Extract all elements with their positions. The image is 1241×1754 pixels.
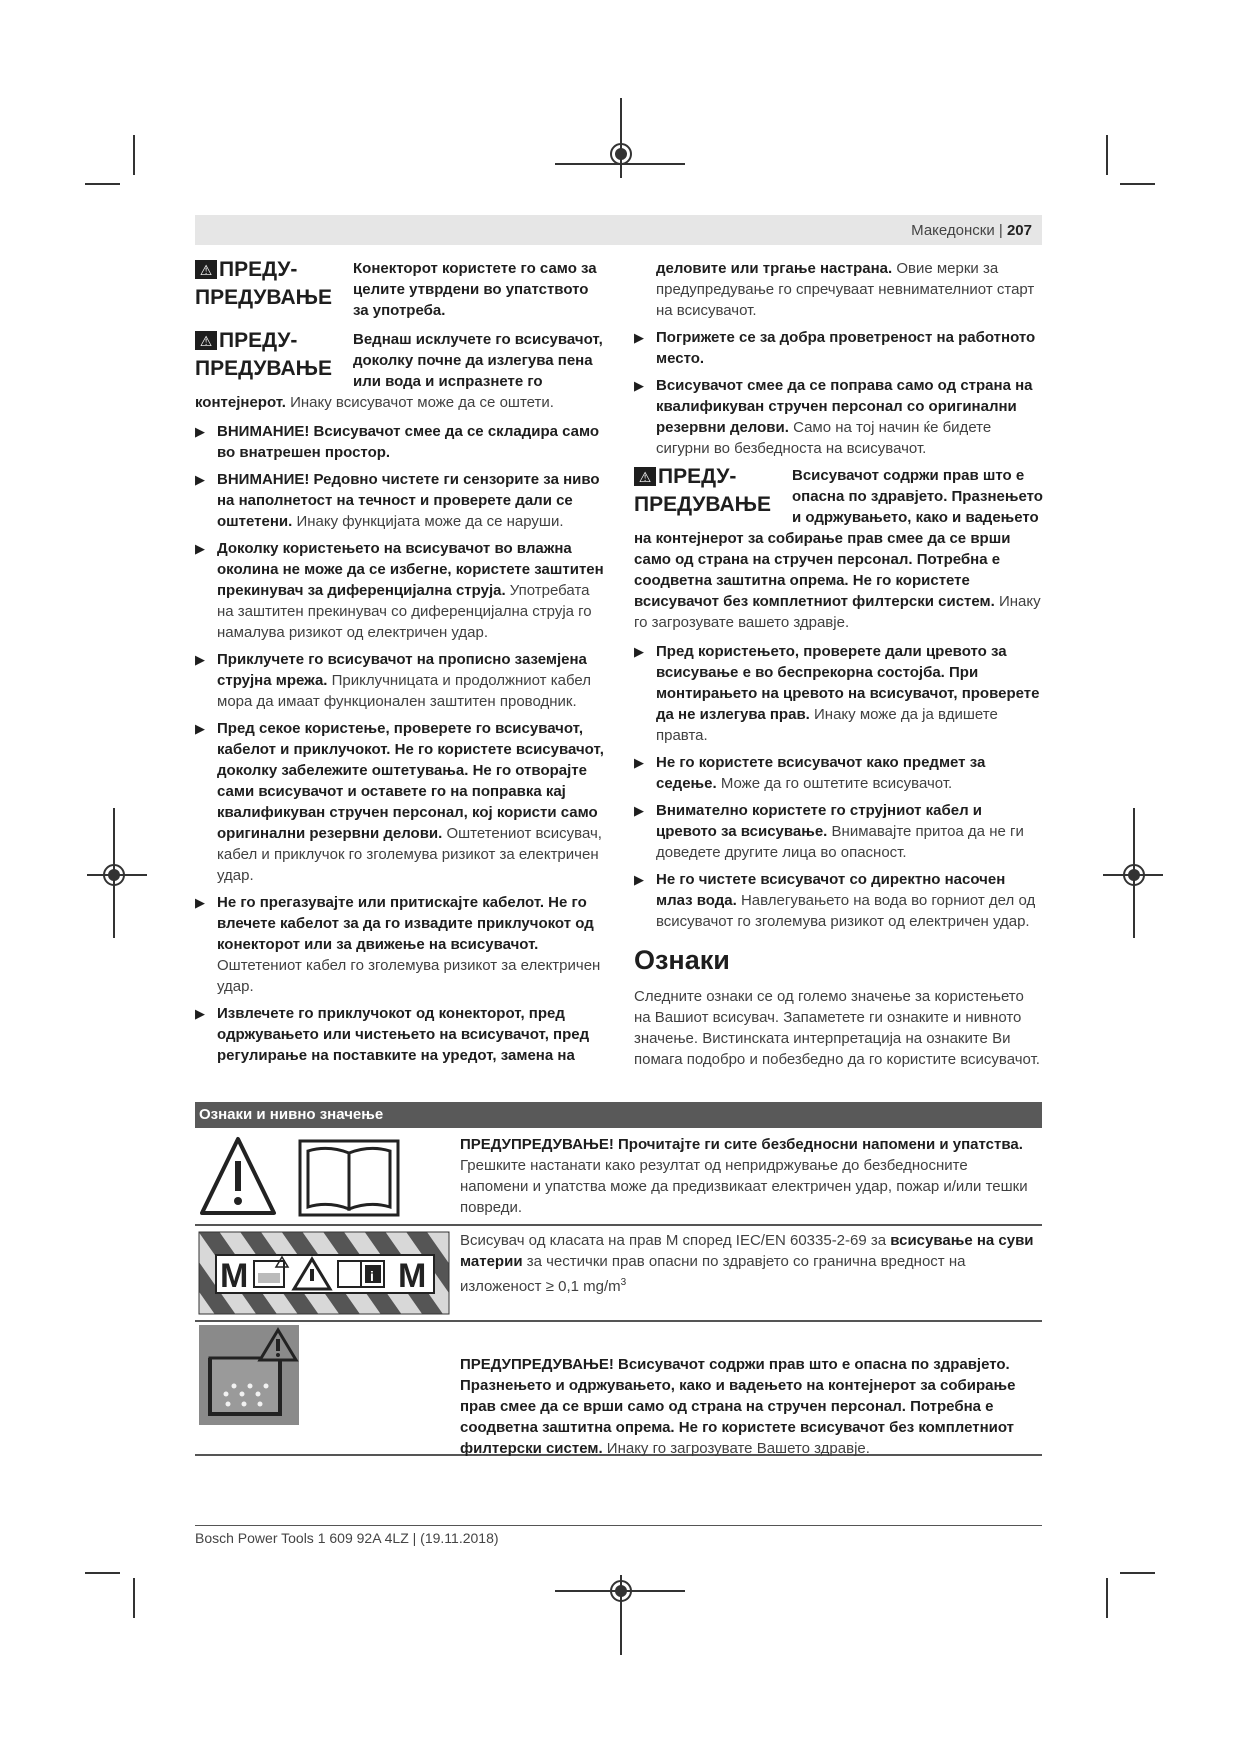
bullet-arrow-icon: ▶ [195,472,205,487]
warning-block [195,258,608,321]
bullet-arrow-icon: ▶ [634,378,644,393]
footer-rule [195,1525,1042,1526]
list-item: ▶ Не го користете всисувачот како предмет за седење. Може да го оштетите всисувачот. [634,754,986,792]
symbol-image [198,1324,300,1431]
bullet-arrow-icon: ▶ [634,803,644,818]
warning-block [634,465,1043,633]
table-row [195,1128,1042,1226]
list-item: ▶ Пред користењето, проверете дали цревото за всисување е во беспрекорна состојба. При монтирањето на цревото на всисувачот, проверете да не излегува прав. Инаку може да ја вдишете правта. [634,643,1040,744]
crop-mark [1120,183,1155,185]
right-column [634,258,1043,1070]
warning-text: Всисувачот содржи прав што е опасна по здравјето. Празнењето и одржувањето, како и вадењето на контејнерот за собирање прав смее да се врши само од страна на стручен персонал. Потребна е соодветна заштитна опрема. Не го користете всисувачот без комплетниот филтерски систем. [634,467,1043,610]
page-header [195,215,1042,245]
warning-explanation: Инаку го загрозувате вашето здравје. [634,593,1041,631]
bullet-arrow-icon: ▶ [195,895,205,910]
list-item: ▶ Всисувачот смее да се поправа само од страна на квалификуван стручен персонал со оригинални резервни делови. Само на тој начин ќе бидете сигурни во безбедноста на всисувачот. [634,377,1033,457]
bullet-arrow-icon: ▶ [195,721,205,736]
registration-mark [103,864,125,886]
symbol-description: ПРЕДУПРЕДУВАЊЕ! Прочитајте ги сите безбедносни напомени и упатства. Грешките настанати како резултат од непридржување до безбедносните напомени и упатства може да предизвикаат електричен удар, пожар и/или тешки повреди. [460,1136,1028,1216]
safety-list [634,641,1043,932]
dust-class-letter: M [398,1257,427,1295]
crop-mark [133,1578,135,1618]
list-item: ▶ Приклучете го всисувачот на прописно заземјена струјна мрежа. Приклучницата и продолжниот кабел мора да имаат функционален заштитен проводник. [195,651,591,710]
registration-mark [610,143,632,165]
list-item: ▶ ВНИМАНИЕ! Всисувачот смее да се складира само во внатрешен простор. [195,423,600,461]
warning-explanation: Инаку всисувачот може да се оштети. [285,394,554,411]
footer-text: Bosch Power Tools 1 609 92A 4LZ | (19.11.2018) [195,1530,499,1546]
registration-mark [610,1580,632,1602]
crop-mark [620,98,622,178]
warning-triangle-icon: ⚠ [634,467,656,486]
warning-triangle-icon: ⚠ [195,260,217,279]
section-title: Ознаки [634,945,730,975]
bullet-arrow-icon: ▶ [634,330,644,345]
warning-block [195,329,608,413]
table-row [195,1224,1042,1322]
list-item: ▶ Доколку користењето на всисувачот во влажна околина не може да се избегне, користете заштитен прекинувач за диференцијална струја. Употребата на заштитен прекинувач со диференцијална струја го намалува ризикот од електричен удар. [195,540,604,641]
warning-text: Веднаш исклучете го всисувачот, доколку почне да излегува пена или вода и испразнете го контејнерот. [195,331,603,411]
warning-label: ⚠ ПРЕДУ-ПРЕДУВАЊЕ [195,329,332,380]
crop-mark [133,135,135,175]
crop-mark [1106,1578,1108,1618]
bullet-arrow-icon: ▶ [195,1006,205,1021]
symbol-description: Всисувач од класата на прав M според IEC/EN 60335-2-69 за всисување на суви материи за честички прав опасни по здравјето со гранична вредност на изложеност ≥ 0,1 $mg/m^3$ [460,1232,1034,1295]
bullet-arrow-icon: ▶ [195,424,205,439]
safety-list [195,421,608,1066]
list-item: ▶ Извлечете го приклучокот од конекторот, пред одржувањето или чистењето на всисувачот, пред регулирање на поставките на уредот, замена на [195,1005,590,1064]
header-label: Македонски | 207 [911,222,1032,239]
list-item: ▶ Погрижете се за добра проветреност на работното место. [634,329,1036,367]
continued-text: деловите или тргање настрана. Овие мерки за предупредување го спречуваат невнимателниот старт на всисувачот. [656,260,1035,319]
warning-triangle-icon [202,1139,274,1213]
left-column [195,258,608,1072]
bullet-arrow-icon: ▶ [634,872,644,887]
list-item: ▶ ВНИМАНИЕ! Редовно чистете ги сензорите за ниво на наполнетост на течност и проверете дали се оштетени. Инаку функцијата може да се наруши. [195,471,600,530]
list-item: ▶ Не го прегазувајте или притискајте кабелот. Не го влечете кабелот за да го извадите приклучокот од конекторот или за движење на всисувачот. Оштетениот кабел го зголемува ризикот за електричен удар. [195,894,601,995]
warning-label: ⚠ ПРЕДУ-ПРЕДУВАЊЕ [195,258,332,309]
warning-label: ⚠ ПРЕДУ-ПРЕДУВАЊЕ [634,465,771,516]
bullet-arrow-icon: ▶ [634,755,644,770]
symbols-table-heading: Ознаки и нивно значење [195,1102,1042,1128]
list-item: ▶ Пред секое користење, проверете го всисувачот, кабелот и приклучокот. Не го користете всисувачот, доколку забележите оштетувања. Не го отворајте сами всисувачот и оставете го на поправка кај квалификуван стручен персонал, кој користи само оригинални резервни делови. Оштетениот всисувач, кабел и приклучок го зголемува ризикот за електричен удар. [195,720,604,884]
table-row [195,1320,1042,1456]
info-letter: i [370,1268,374,1284]
dust-container-warning-icon [199,1325,299,1425]
crop-mark [85,183,120,185]
open-book-icon [300,1141,398,1215]
list-item: ▶ Не го чистете всисувачот со директно насочен млаз вода. Навлегувањето на вода во горниот дел од всисувачот го зголемува ризикот од електричен удар. [634,871,1036,930]
bullet-arrow-icon: ▶ [634,644,644,659]
crop-mark [1120,1572,1155,1574]
warning-triangle-icon: ⚠ [195,331,217,350]
symbol-description: ПРЕДУПРЕДУВАЊЕ! Всисувачот содржи прав што е опасна по здравјето. Празнењето и одржувањето, како и вадењето на контејнерот за собирање прав смее да се врши само од страна на стручен персонал. Потребна е соодветна заштитна опрема. Не го користете всисувачот без комплетниот филтерски систем. Инаку го загрозувате Вашето здравје. [460,1356,1016,1457]
bullet-arrow-icon: ▶ [195,652,205,667]
crop-mark [85,1572,120,1574]
bullet-arrow-icon: ▶ [195,541,205,556]
dust-class-letter: M [220,1257,249,1295]
page-number: 207 [1006,222,1032,239]
warning-text: Конекторот користете го само за целите утврдени во упатството за употреба. [353,260,597,319]
symbol-image [198,1135,418,1224]
crop-mark [1106,135,1108,175]
safety-list [634,327,1043,459]
dust-class-m-label [198,1231,450,1320]
section-body: Следните ознаки се од големо значење за користењето на Вашиот всисувач. Запаметете ги ознаките и нивното значење. Вистинската интерпретација на ознаките Ви помага подобро и побезбедно да го користите всисувачот. [634,988,1040,1068]
list-item: ▶ Внимателно користете го струјниот кабел и цревото за всисување. Внимавајте притоа да не ги доведете другите лица во опасност. [634,802,1024,861]
registration-mark [1123,864,1145,886]
